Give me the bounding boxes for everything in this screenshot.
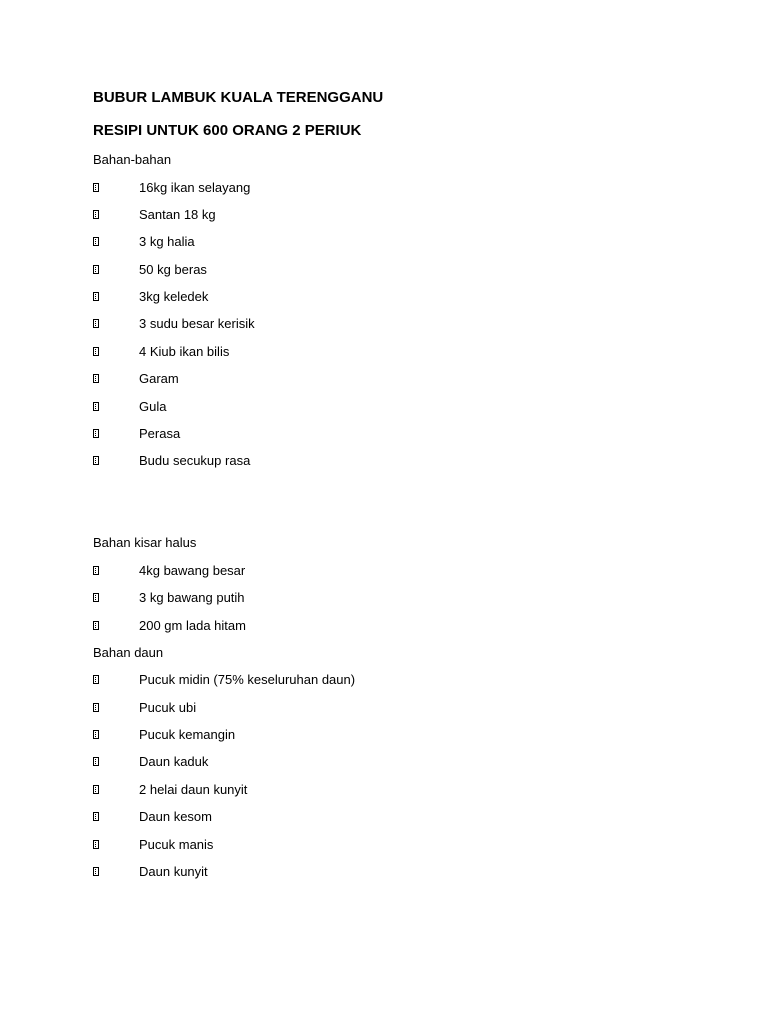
list-item-text: 200 gm lada hitam bbox=[139, 618, 246, 633]
bullet-icon bbox=[93, 456, 99, 465]
list-item-text: Pucuk kemangin bbox=[139, 727, 236, 742]
bullet-icon bbox=[93, 319, 99, 328]
bullet-icon bbox=[93, 621, 99, 630]
bullet-icon bbox=[93, 812, 99, 821]
list-item-text: 3kg keledek bbox=[139, 289, 209, 304]
list-item-text: 16kg ikan selayang bbox=[139, 180, 251, 195]
bullet-icon bbox=[93, 292, 99, 301]
list-item-text: Perasa bbox=[139, 426, 181, 441]
list-item-text: Pucuk ubi bbox=[139, 700, 197, 715]
section-heading: Bahan daun bbox=[93, 645, 164, 660]
bullet-icon bbox=[93, 593, 99, 602]
list-item-text: 50 kg beras bbox=[139, 262, 207, 277]
bullet-icon bbox=[93, 429, 99, 438]
list-item-text: Pucuk midin (75% keseluruhan daun) bbox=[139, 672, 356, 687]
bullet-icon bbox=[93, 265, 99, 274]
list-item-text: Budu secukup rasa bbox=[139, 453, 251, 468]
list-item-text: 4 Kiub ikan bilis bbox=[139, 344, 230, 359]
list-item-text: Daun kaduk bbox=[139, 754, 209, 769]
list-item-text: 4kg bawang besar bbox=[139, 563, 246, 578]
bullet-icon bbox=[93, 210, 99, 219]
list-item-text: Santan 18 kg bbox=[139, 207, 216, 222]
list-item-text: 2 helai daun kunyit bbox=[139, 782, 248, 797]
section-heading: Bahan kisar halus bbox=[93, 535, 197, 550]
list-item-text: Daun kesom bbox=[139, 809, 212, 824]
bullet-icon bbox=[93, 347, 99, 356]
bullet-icon bbox=[93, 730, 99, 739]
bullet-icon bbox=[93, 374, 99, 383]
bullet-icon bbox=[93, 757, 99, 766]
bullet-icon bbox=[93, 703, 99, 712]
bullet-icon bbox=[93, 867, 99, 876]
document-subtitle: RESIPI UNTUK 600 ORANG 2 PERIUK bbox=[93, 122, 362, 139]
bullet-icon bbox=[93, 237, 99, 246]
bullet-icon bbox=[93, 183, 99, 192]
list-item-text: Gula bbox=[139, 399, 167, 414]
list-item-text: 3 kg halia bbox=[139, 234, 195, 249]
list-item-text: Garam bbox=[139, 371, 179, 386]
list-item-text: 3 kg bawang putih bbox=[139, 590, 245, 605]
list-item-text: Daun kunyit bbox=[139, 864, 208, 879]
bullet-icon bbox=[93, 785, 99, 794]
bullet-icon bbox=[93, 402, 99, 411]
document-title: BUBUR LAMBUK KUALA TERENGGANU bbox=[93, 89, 384, 106]
bullet-icon bbox=[93, 566, 99, 575]
list-item-text: 3 sudu besar kerisik bbox=[139, 316, 255, 331]
list-item-text: Pucuk manis bbox=[139, 837, 214, 852]
section-heading: Bahan-bahan bbox=[93, 152, 172, 167]
bullet-icon bbox=[93, 675, 99, 684]
bullet-icon bbox=[93, 840, 99, 849]
